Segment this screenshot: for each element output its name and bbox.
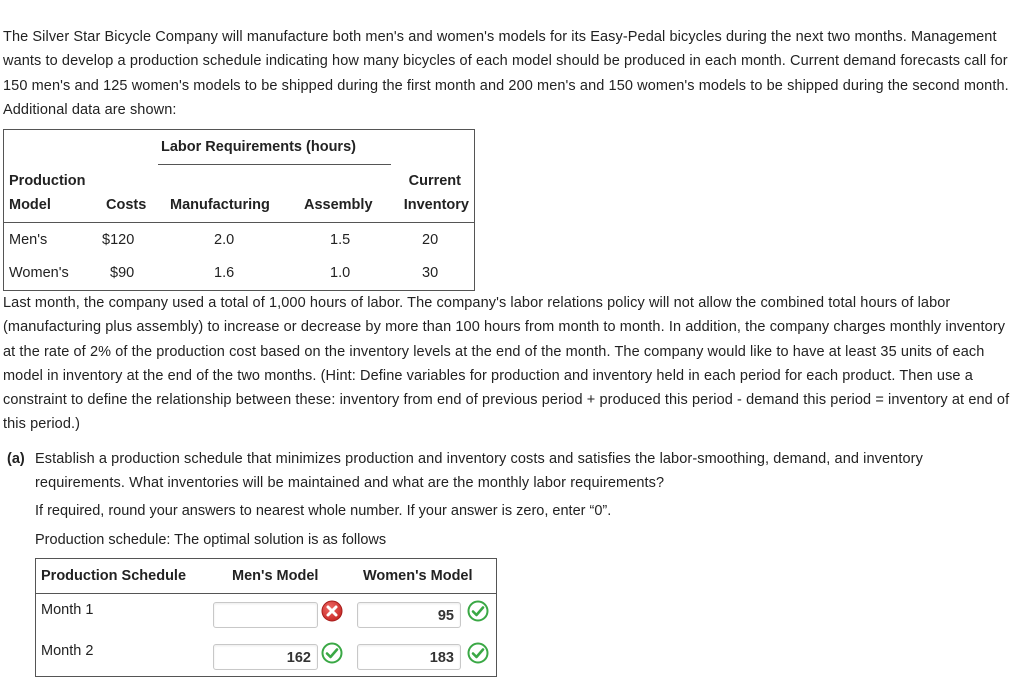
month1-womens-input[interactable]: 95	[357, 602, 461, 628]
header-current: Current	[408, 173, 461, 189]
schedule-intro: Production schedule: The optimal solution is as follows	[35, 532, 387, 548]
production-schedule-table	[35, 558, 497, 677]
header-model: Model	[9, 197, 51, 213]
row-men-assembly: 1.5	[330, 232, 351, 248]
row-men-inventory: 20	[422, 232, 439, 248]
sched-header-schedule: Production Schedule	[41, 568, 187, 584]
check-circle-icon	[467, 600, 489, 622]
problem-intro: The Silver Star Bicycle Company will manufacture both men's and women's models for its Easy-Pedal bicycles during the next two months. Management wants to develop a production schedule indicating how many bicycles of each model should be produced in each month. Current demand forecasts call for 150 men's and 125 women's models to be shipped during the first month and 200 men's and 150 women's models to be shipped during the second month. Additional data are shown:	[3, 29, 1009, 118]
header-assembly: Assembly	[304, 197, 373, 213]
month1-mens-input[interactable]	[213, 602, 318, 628]
header-divider	[4, 222, 474, 223]
part-a-label: (a)	[7, 451, 25, 467]
rounding-note: If required, round your answers to nearest whole number. If your answer is zero, enter “0”.	[35, 503, 612, 519]
sched-row-month1-label: Month 1	[41, 602, 94, 618]
check-circle-icon	[321, 642, 343, 664]
header-inventory: Inventory	[403, 197, 469, 213]
row-women-assembly: 1.0	[330, 265, 351, 281]
part-a-question: Establish a production schedule that minimizes production and inventory costs and satisfies the labor-smoothing, demand, and inventory requirements. What inventories will be maintained and what are the monthly labor requirements?	[35, 451, 923, 492]
row-women-model: Women's	[9, 265, 69, 281]
check-circle-icon	[467, 642, 489, 664]
labor-requirements-table	[3, 129, 475, 291]
problem-details: Last month, the company used a total of 1,000 hours of labor. The company's labor relations policy will not allow the combined total hours of labor (manufacturing plus assembly) to increase or decrease by more than 100 hours from month to month. In addition, the company charges monthly inventory at the rate of 2% of the production cost based on the inventory levels at the end of the month. The company would like to have at least 35 units of each model in inventory at the end of the two months. (Hint: Define variables for production and inventory held in each period for each product. Then use a constraint to define the relationship between these: inventory from end of previous period + produced this period - demand this period = inventory at end of this period.)	[3, 295, 1010, 433]
row-women-inventory: 30	[422, 265, 439, 281]
group-underline	[158, 164, 391, 165]
header-production: Production	[9, 173, 86, 189]
sched-header-womens: Women's Model	[363, 568, 473, 584]
header-costs: Costs	[106, 197, 147, 213]
row-women-cost: $90	[110, 265, 135, 281]
row-men-model: Men's	[9, 232, 48, 248]
row-men-cost: $120	[102, 232, 135, 248]
header-manufacturing: Manufacturing	[170, 197, 270, 213]
sched-header-divider	[36, 593, 496, 594]
x-circle-icon	[321, 600, 343, 622]
labor-group-header: Labor Requirements (hours)	[161, 139, 356, 155]
sched-row-month2-label: Month 2	[41, 643, 94, 659]
sched-header-mens: Men's Model	[232, 568, 319, 584]
row-men-manufacturing: 2.0	[214, 232, 235, 248]
month2-mens-input[interactable]: 162	[213, 644, 318, 670]
month2-womens-input[interactable]: 183	[357, 644, 461, 670]
row-women-manufacturing: 1.6	[214, 265, 235, 281]
